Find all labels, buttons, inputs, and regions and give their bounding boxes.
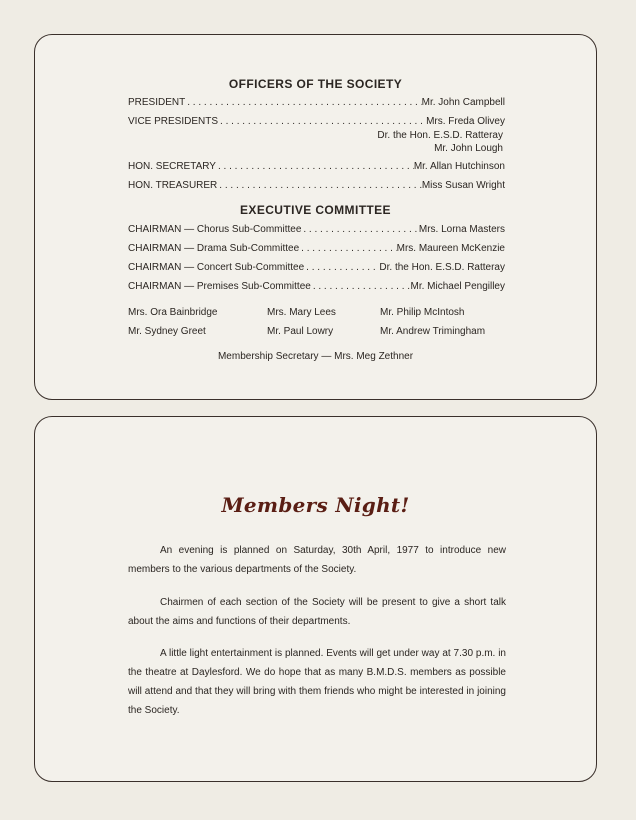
- vice-president-name: Mrs. Freda Olivey: [426, 116, 505, 127]
- committee-member: Mr. Andrew Trimingham: [380, 326, 486, 337]
- chairman-name: Mr. Michael Pengilley: [410, 281, 505, 292]
- vice-presidents-label: VICE PRESIDENTS: [128, 116, 219, 127]
- paragraph-text: An evening is planned on Saturday, 30th April, 1977 to introduce new members to the various departments of the Society.: [128, 545, 506, 575]
- president-name: Mr. John Campbell: [421, 97, 505, 108]
- paragraph-text: Chairmen of each section of the Society will be present to give a short talk about the aims and functions of their departments.: [128, 597, 506, 627]
- dot-leader: [185, 97, 421, 108]
- chairman-name: Mrs. Lorna Masters: [418, 224, 505, 235]
- dot-leader: [301, 224, 418, 235]
- treasurer-label: HON. TREASURER: [128, 180, 218, 191]
- members-night-title: Members Night!: [221, 493, 410, 517]
- membership-secretary: Membership Secretary — Mrs. Meg Zethner: [217, 351, 414, 362]
- dot-leader: [216, 161, 414, 172]
- committee-member: Mr. Paul Lowry: [267, 326, 334, 337]
- officers-panel: [34, 34, 597, 400]
- executive-heading: EXECUTIVE COMMITTEE: [240, 203, 391, 217]
- dot-leader: [311, 281, 411, 292]
- chairman-row: [128, 224, 505, 239]
- secretary-row: [128, 161, 505, 176]
- committee-member: Mrs. Mary Lees: [267, 307, 336, 318]
- vice-president-name: Dr. the Hon. E.S.D. Ratteray: [377, 130, 503, 141]
- chairman-name: Dr. the Hon. E.S.D. Ratteray: [379, 262, 505, 273]
- dot-leader: [304, 262, 379, 273]
- chairman-name: Mrs. Maureen McKenzie: [396, 243, 505, 254]
- committee-member: Mr. Sydney Greet: [128, 326, 206, 337]
- treasurer-name: Miss Susan Wright: [421, 180, 505, 191]
- chairman-row: [128, 243, 505, 258]
- officers-heading: OFFICERS OF THE SOCIETY: [228, 77, 403, 91]
- chairman-row: [128, 281, 505, 296]
- dot-leader: [217, 180, 422, 191]
- chairman-row: [128, 262, 505, 277]
- dot-leader: [299, 243, 396, 254]
- committee-member: Mrs. Ora Bainbridge: [128, 307, 218, 318]
- chairman-label: CHAIRMAN — Chorus Sub-Committee: [128, 224, 302, 235]
- paragraph: [128, 644, 506, 720]
- chairman-label: CHAIRMAN — Premises Sub-Committee: [128, 281, 311, 292]
- secretary-name: Mr. Allan Hutchinson: [413, 161, 505, 172]
- dot-leader: [218, 116, 426, 127]
- vice-president-name: Mr. John Lough: [434, 143, 503, 154]
- paragraph-text: A little light entertainment is planned. Events will get under way at 7.30 p.m. in the theatre at Daylesford. We do hope that as many B.M.D.S. members as possible will attend and that they will bring with them friends who might be interested in joining the Society.: [128, 648, 506, 716]
- chairman-label: CHAIRMAN — Concert Sub-Committee: [128, 262, 305, 273]
- president-row: [128, 97, 505, 112]
- committee-member: Mr. Philip McIntosh: [380, 307, 465, 318]
- members-night-panel: [34, 416, 597, 782]
- paragraph: [128, 541, 506, 579]
- chairman-label: CHAIRMAN — Drama Sub-Committee: [128, 243, 300, 254]
- treasurer-row: [128, 180, 505, 195]
- vice-presidents-row: [128, 116, 505, 131]
- secretary-label: HON. SECRETARY: [128, 161, 216, 172]
- paragraph: [128, 593, 506, 631]
- president-label: PRESIDENT: [128, 97, 186, 108]
